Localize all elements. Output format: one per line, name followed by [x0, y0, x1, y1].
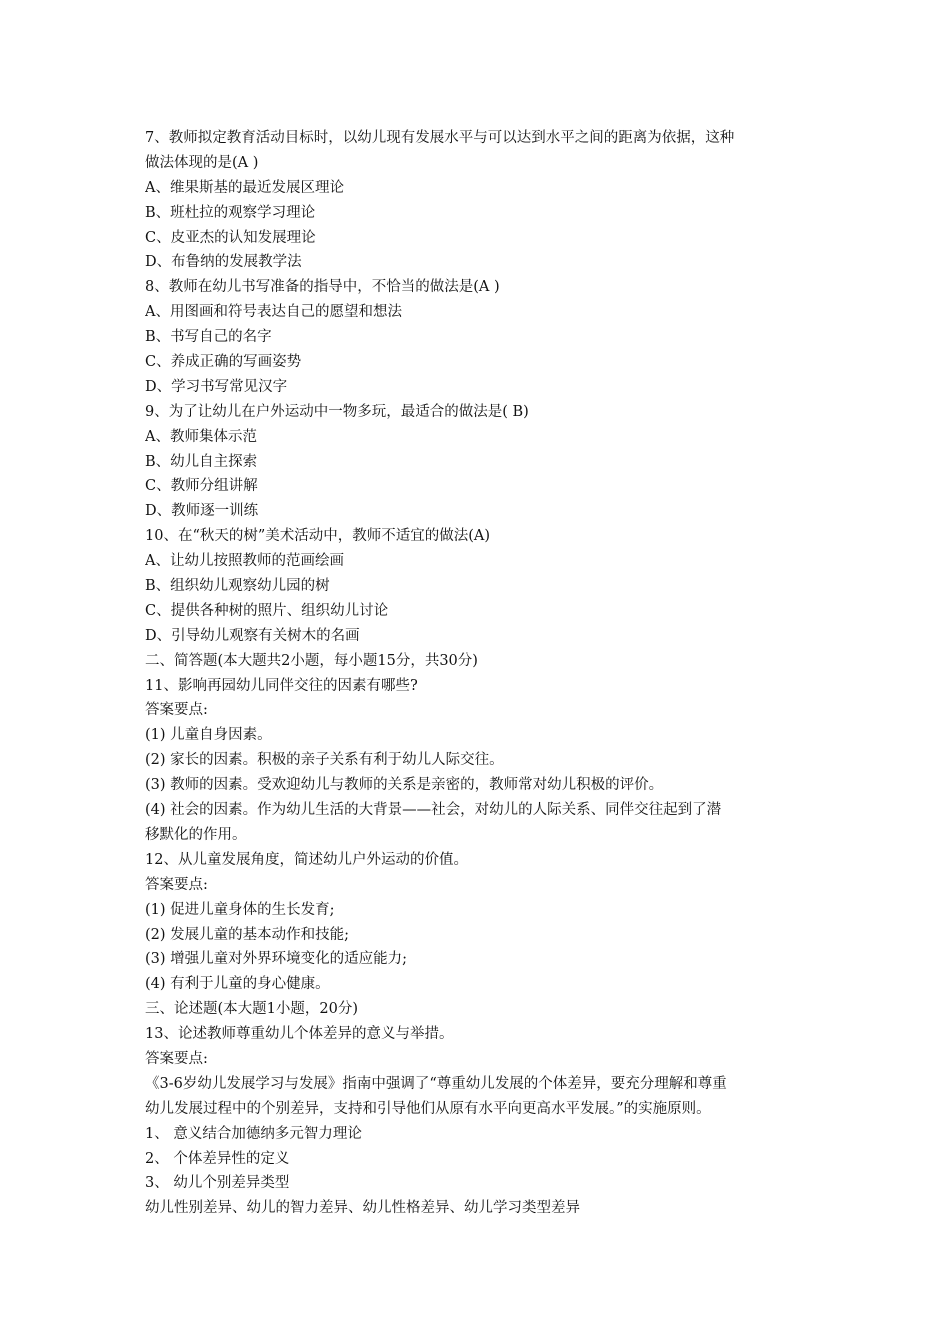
answer-label: 答案要点:: [145, 702, 208, 719]
option-a: A、教师集体示范: [145, 428, 257, 445]
answer-paragraph-line-2: 幼儿发展过程中的个别差异，支持和引导他们从原有水平向更高水平发展。”的实施原则。: [145, 1100, 711, 1117]
question-13: 13、论述教师尊重幼儿个体差异的意义与举措。: [145, 1026, 454, 1043]
option-d: D、教师逐一训练: [145, 503, 259, 520]
question-9: 9、为了让幼儿在户外运动中一物多玩，最适合的做法是( B): [145, 403, 529, 420]
answer-point: 1、 意义结合加德纳多元智力理论: [145, 1125, 362, 1142]
answer-point: (2) 家长的因素。积极的亲子关系有利于幼儿人际交往。: [145, 752, 504, 769]
answer-point: (4) 社会的因素。作为幼儿生活的大背景——社会，对幼儿的人际关系、同伴交往起到了潜: [145, 802, 722, 819]
option-b: B、班杜拉的观察学习理论: [145, 204, 316, 221]
section-heading-essay: 三、论述题(本大题1小题，20分): [145, 1001, 358, 1018]
option-c: C、教师分组讲解: [145, 478, 258, 495]
answer-point: (2) 发展儿童的基本动作和技能;: [145, 926, 350, 943]
question-7-line-2: 做法体现的是(A ): [145, 154, 259, 171]
answer-point: (1) 儿童自身因素。: [145, 727, 272, 744]
answer-point: (4) 有利于儿童的身心健康。: [145, 976, 330, 993]
question-11: 11、影响再园幼儿同伴交往的因素有哪些?: [145, 677, 418, 694]
option-c: C、提供各种树的照片、组织幼儿讨论: [145, 602, 389, 619]
option-d: D、学习书写常见汉字: [145, 378, 288, 395]
option-b: B、组织幼儿观察幼儿园的树: [145, 578, 330, 595]
answer-point: 2、 个体差异性的定义: [145, 1150, 290, 1167]
option-b: B、幼儿自主探索: [145, 453, 258, 470]
answer-label: 答案要点:: [145, 1050, 208, 1067]
option-c: C、养成正确的写画姿势: [145, 354, 302, 371]
question-7-line-1: 7、教师拟定教育活动目标时，以幼儿现有发展水平与可以达到水平之间的距离为依据，这种: [145, 130, 735, 146]
question-10: 10、在“秋天的树”美术活动中，教师不适宜的做法(A): [145, 528, 491, 545]
answer-point: 3、 幼儿个别差异类型: [145, 1175, 290, 1192]
question-8: 8、教师在幼儿书写准备的指导中，不恰当的做法是(A ): [145, 279, 500, 296]
option-d: D、引导幼儿观察有关树木的名画: [145, 627, 360, 644]
answer-label: 答案要点:: [145, 876, 208, 893]
section-heading-short-answer: 二、简答题(本大题共2小题，每小题15分，共30分): [145, 652, 478, 669]
option-c: C、皮亚杰的认知发展理论: [145, 229, 316, 246]
answer-point: (1) 促进儿童身体的生长发育;: [145, 901, 335, 918]
option-a: A、维果斯基的最近发展区理论: [145, 179, 344, 196]
answer-point-continuation: 移默化的作用。: [145, 826, 247, 843]
option-d: D、布鲁纳的发展教学法: [145, 254, 302, 271]
option-a: A、让幼儿按照教师的范画绘画: [145, 553, 344, 570]
option-b: B、书写自己的名字: [145, 329, 272, 346]
question-12: 12、从儿童发展角度，简述幼儿户外运动的价值。: [145, 851, 468, 868]
answer-point: (3) 增强儿童对外界环境变化的适应能力;: [145, 951, 408, 968]
answer-point: (3) 教师的因素。受欢迎幼儿与教师的关系是亲密的，教师常对幼儿积极的评价。: [145, 777, 664, 794]
answer-point-detail: 幼儿性别差异、幼儿的智力差异、幼儿性格差异、幼儿学习类型差异: [145, 1200, 580, 1217]
document-body: [145, 126, 815, 1221]
answer-paragraph-line-1: 《3-6岁幼儿发展学习与发展》指南中强调了“尊重幼儿发展的个体差异，要充分理解和尊重: [145, 1075, 727, 1092]
option-a: A、用图画和符号表达自己的愿望和想法: [145, 304, 402, 321]
